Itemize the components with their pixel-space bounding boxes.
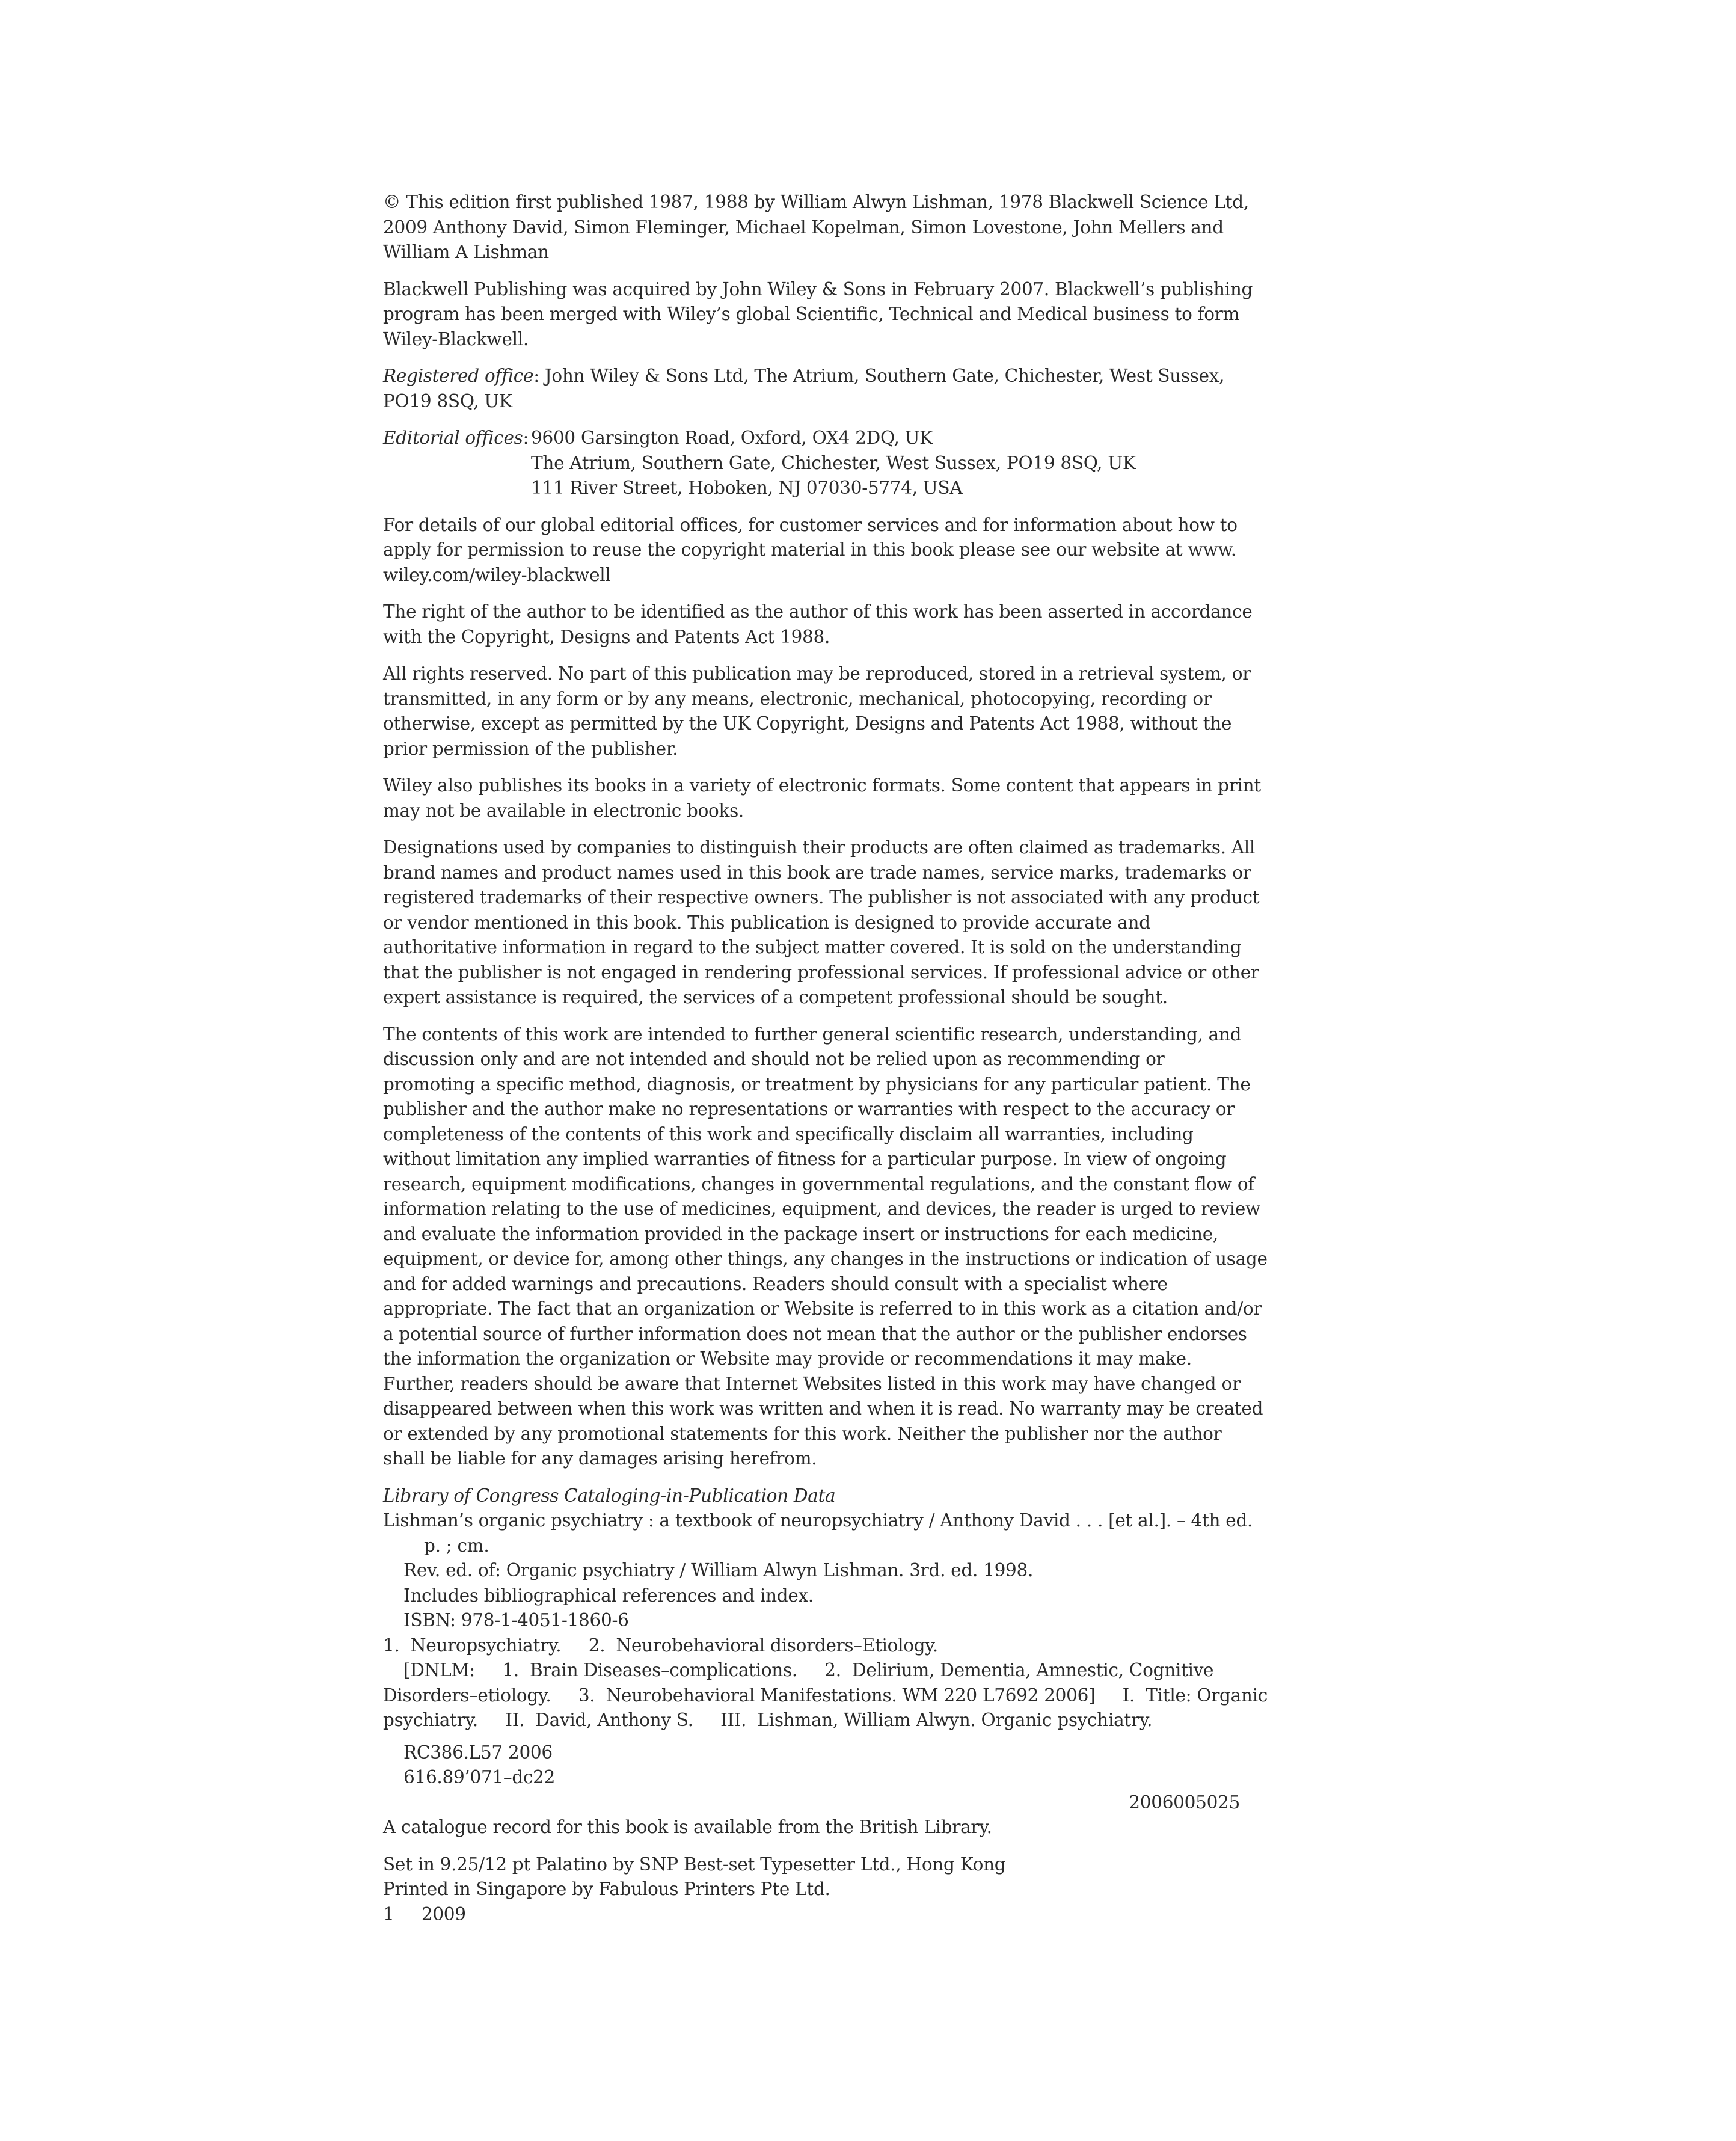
printer-line: Printed in Singapore by Fabulous Printers Pte Ltd.: [383, 1879, 830, 1899]
text-line: that the publisher is not engaged in rendering professional services. If professional advice or other: [383, 962, 1259, 983]
text-line: prior permission of the publisher.: [383, 738, 678, 759]
british-library-note: A catalogue record for this book is available from the British Library.: [383, 1817, 992, 1837]
electronic-formats-note: [383, 773, 1261, 823]
text-line: wiley.com/wiley-blackwell: [383, 564, 611, 585]
copyright-notice: [383, 190, 1249, 265]
text-line: the information the organization or Website may provide or recommendations it may make.: [383, 1348, 1192, 1369]
text-line: William A Lishman: [383, 242, 549, 262]
text-line: Further, readers should be aware that Internet Websites listed in this work may have changed or: [383, 1373, 1241, 1394]
text-line: or extended by any promotional statements for this work. Neither the publisher nor the author: [383, 1423, 1222, 1444]
print-run-line: 1 2009: [383, 1903, 466, 1924]
cip-heading: Library of Congress Cataloging-in-Publication Data: [383, 1485, 836, 1506]
address-line: The Atrium, Southern Gate, Chichester, West Sussex, PO19 8SQ, UK: [531, 452, 1136, 473]
label-text: Editorial offices: [383, 428, 523, 448]
registered-office-label: Registered office: [383, 366, 534, 386]
text-line: The contents of this work are intended to further general scientific research, understanding, and: [383, 1024, 1242, 1045]
text-line: without limitation any implied warranties of fitness for a particular purpose. In view of ongoing: [383, 1149, 1227, 1169]
text-line: disappeared between when this work was written and when it is read. No warranty may be created: [383, 1398, 1263, 1419]
cataloging-in-publication: [383, 1484, 1268, 1733]
text-line: registered trademarks of their respective owners. The publisher is not associated with any product: [383, 887, 1260, 908]
text-line: transmitted, in any form or by any means, electronic, mechanical, photocopying, recording or: [383, 688, 1212, 709]
rights-reserved-note: [383, 662, 1251, 761]
text-line: or vendor mentioned in this book. This publication is designed to provide accurate and: [383, 912, 1150, 933]
text-line: program has been merged with Wiley’s global Scientific, Technical and Medical business to form: [383, 304, 1240, 324]
typesetter-line: Set in 9.25/12 pt Palatino by SNP Best-set Typesetter Ltd., Hong Kong: [383, 1854, 1006, 1875]
editorial-offices: [383, 426, 1246, 501]
text-line: PO19 8SQ, UK: [383, 390, 512, 411]
text-line: a potential source of further information does not mean that the author or the publisher endorses: [383, 1323, 1247, 1344]
label-colon: :: [523, 428, 529, 448]
cip-title-line: Lishman’s organic psychiatry : a textbook of neuropsychiatry / Anthony David . . . [et al.]. – 4th ed.: [383, 1510, 1253, 1531]
registered-office-address: : John Wiley & Sons Ltd, The Atrium, Southern Gate, Chichester, West Sussex,: [533, 366, 1225, 386]
cip-dnlm-line: Disorders–etiology. 3. Neurobehavioral Manifestations. WM 220 L7692 2006] I. Title: Organic: [383, 1685, 1268, 1706]
acquisition-note: [383, 277, 1253, 352]
text-line: shall be liable for any damages arising herefrom.: [383, 1448, 817, 1469]
text-line: may not be available in electronic books.: [383, 800, 744, 821]
text-line: Wiley also publishes its books in a variety of electronic formats. Some content that appears in print: [383, 775, 1261, 796]
address-line: 9600 Garsington Road, Oxford, OX4 2DQ, UK: [531, 428, 933, 448]
text-line: expert assistance is required, the services of a competent professional should be sought.: [383, 987, 1168, 1007]
lccn-number: 2006005025: [1129, 1792, 1240, 1813]
text-line: otherwise, except as permitted by the UK Copyright, Designs and Patents Act 1988, without the: [383, 713, 1232, 734]
text-line: © This edition first published 1987, 1988 by William Alwyn Lishman, 1978 Blackwell Science Ltd,: [383, 192, 1249, 212]
text-line: For details of our global editorial offices, for customer services and for information about how to: [383, 514, 1238, 535]
cip-revision: Rev. ed. of: Organic psychiatry / William Alwyn Lishman. 3rd. ed. 1998.: [403, 1560, 1034, 1580]
text-line: completeness of the contents of this work and specifically disclaim all warranties, including: [383, 1123, 1194, 1144]
text-line: and for added warnings and precautions. Readers should consult with a specialist where: [383, 1273, 1168, 1294]
cip-includes: Includes bibliographical references and index.: [403, 1585, 814, 1606]
disclaimer-note: [383, 1022, 1268, 1472]
printing-info: [383, 1852, 1246, 1928]
trademarks-note: [383, 835, 1260, 1010]
editorial-addresses: [531, 426, 1136, 501]
text-line: promoting a specific method, diagnosis, or treatment by physicians for any particular patient. The: [383, 1074, 1251, 1095]
text-line: Designations used by companies to distinguish their products are often claimed as trademarks. All: [383, 837, 1256, 858]
text-line: information relating to the use of medicines, equipment, and devices, the reader is urged to review: [383, 1199, 1260, 1219]
text-line: research, equipment modifications, changes in governmental regulations, and the constant flow of: [383, 1173, 1254, 1194]
details-note: [383, 513, 1246, 588]
text-line: equipment, or device for, among other things, any changes in the instructions or indication of usage: [383, 1249, 1268, 1269]
address-line: 111 River Street, Hoboken, NJ 07030-5774, USA: [531, 478, 963, 498]
text-line: publisher and the author make no representations or warranties with respect to the accuracy or: [383, 1099, 1235, 1119]
text-line: discussion only and are not intended and should not be relied upon as recommending or: [383, 1049, 1165, 1069]
cip-subjects: 1. Neuropsychiatry. 2. Neurobehavioral disorders–Etiology.: [383, 1635, 938, 1656]
dewey-classification: 616.89’071–dc22: [403, 1767, 556, 1787]
classification-numbers: [383, 1740, 1246, 1790]
text-line: appropriate. The fact that an organization or Website is referred to in this work as a citation and/or: [383, 1298, 1262, 1319]
text-line: Blackwell Publishing was acquired by John Wiley & Sons in February 2007. Blackwell’s publishing: [383, 278, 1253, 299]
cip-dnlm-line: [DNLM: 1. Brain Diseases–complications. 2. Delirium, Dementia, Amnestic, Cognitive: [403, 1660, 1214, 1680]
text-line: authoritative information in regard to the subject matter covered. It is sold on the understanding: [383, 937, 1242, 957]
text-line: The right of the author to be identified as the author of this work has been asserted in accordance: [383, 601, 1253, 622]
author-right-note: [383, 600, 1253, 650]
registered-office: [383, 364, 1246, 414]
text-line: [383, 364, 1246, 389]
cip-isbn: ISBN: 978-1-4051-1860-6: [403, 1610, 629, 1630]
text-line: apply for permission to reuse the copyright material in this book please see our website at www.: [383, 539, 1236, 560]
cip-physical: p. ; cm.: [424, 1535, 489, 1556]
text-line: brand names and product names used in this book are trade names, service marks, trademarks or: [383, 862, 1251, 883]
text-line: 2009 Anthony David, Simon Fleminger, Michael Kopelman, Simon Lovestone, John Mellers and: [383, 217, 1224, 238]
editorial-offices-label: [383, 426, 531, 501]
lc-classification: RC386.L57 2006: [403, 1742, 553, 1763]
text-line: Wiley-Blackwell.: [383, 328, 529, 349]
copyright-page: [383, 190, 1268, 1927]
text-line: All rights reserved. No part of this publication may be reproduced, stored in a retrieval system, or: [383, 663, 1251, 684]
cip-dnlm-line: psychiatry. II. David, Anthony S. III. Lishman, William Alwyn. Organic psychiatry.: [383, 1710, 1153, 1730]
text-line: and evaluate the information provided in the package insert or instructions for each medicine,: [383, 1223, 1218, 1244]
text-line: with the Copyright, Designs and Patents Act 1988.: [383, 626, 830, 647]
